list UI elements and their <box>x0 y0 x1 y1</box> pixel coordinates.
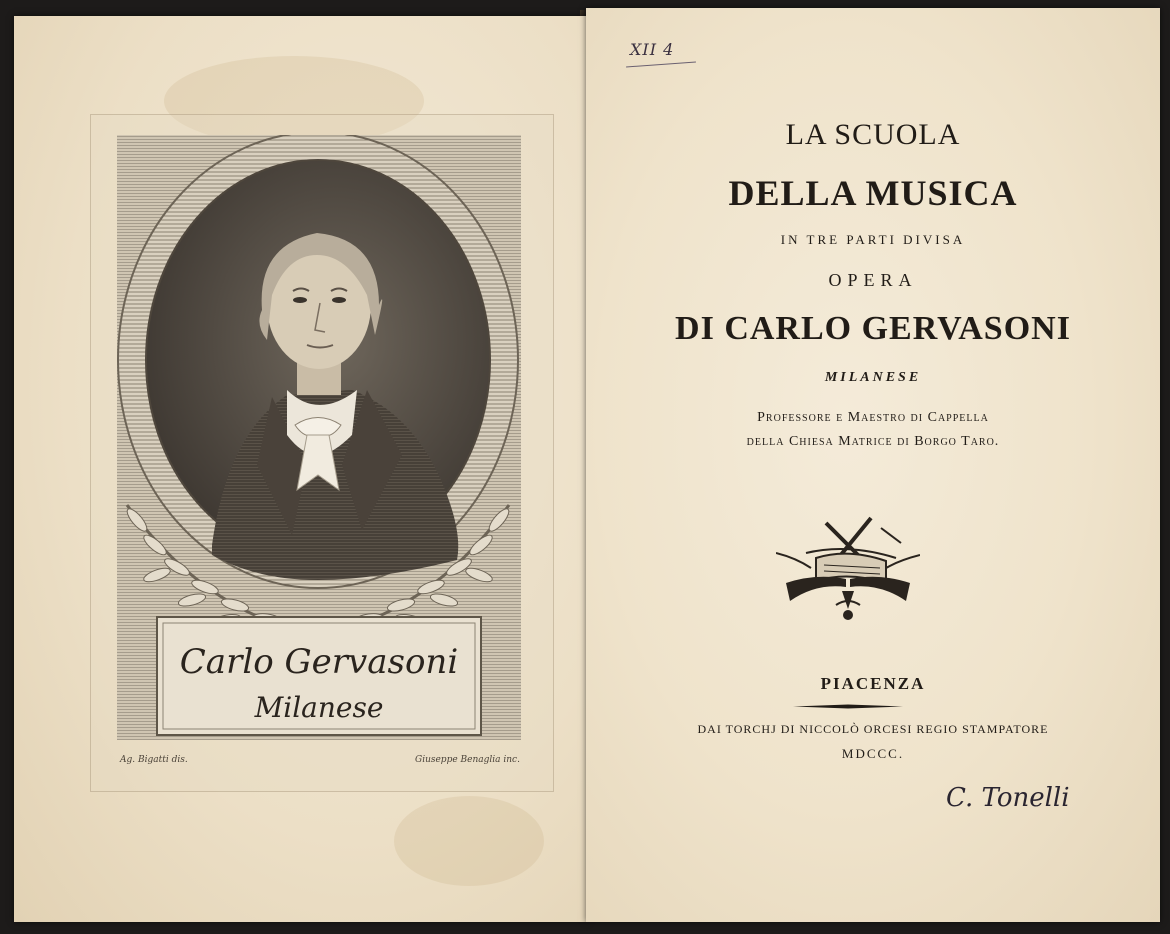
author-role-line-2: della Chiesa Matrice di Borgo Taro. <box>746 434 1000 449</box>
author-origin: MILANESE <box>824 370 922 385</box>
title-line-1: LA SCUOLA <box>785 118 961 151</box>
author-line: DI CARLO GERVASONI <box>675 310 1071 347</box>
imprint-year: MDCCC. <box>841 746 905 761</box>
water-stain <box>394 796 544 886</box>
owner-signature: C. Tonelli <box>946 783 1070 813</box>
imprint-printer: DAI TORCHJ DI NICCOLÒ ORCESI REGIO STAMPATORE <box>697 722 1049 736</box>
shelfmark-annotation: XII 4 <box>630 40 675 59</box>
title-page <box>586 8 1160 922</box>
imprint-city: PIACENZA <box>820 674 926 693</box>
title-line-2: DELLA MUSICA <box>728 173 1018 213</box>
author-role-line-1: Professore e Maestro di Cappella <box>757 410 989 425</box>
opera-label: OPERA <box>828 270 918 290</box>
portrait-illustration <box>117 135 521 740</box>
imprint-rule <box>793 704 903 709</box>
engraving-credit-engraver: Giuseppe Benaglia inc. <box>415 755 520 765</box>
plate-caption-name: Carlo Gervasoni <box>179 642 459 682</box>
musical-instruments-ornament <box>776 513 920 625</box>
plate-caption-origin: Milanese <box>254 691 384 724</box>
shelfmark-underline <box>626 62 696 68</box>
engraving-credit-designer: Ag. Bigatti dis. <box>120 755 188 765</box>
subtitle: IN TRE PARTI DIVISA <box>780 232 966 247</box>
